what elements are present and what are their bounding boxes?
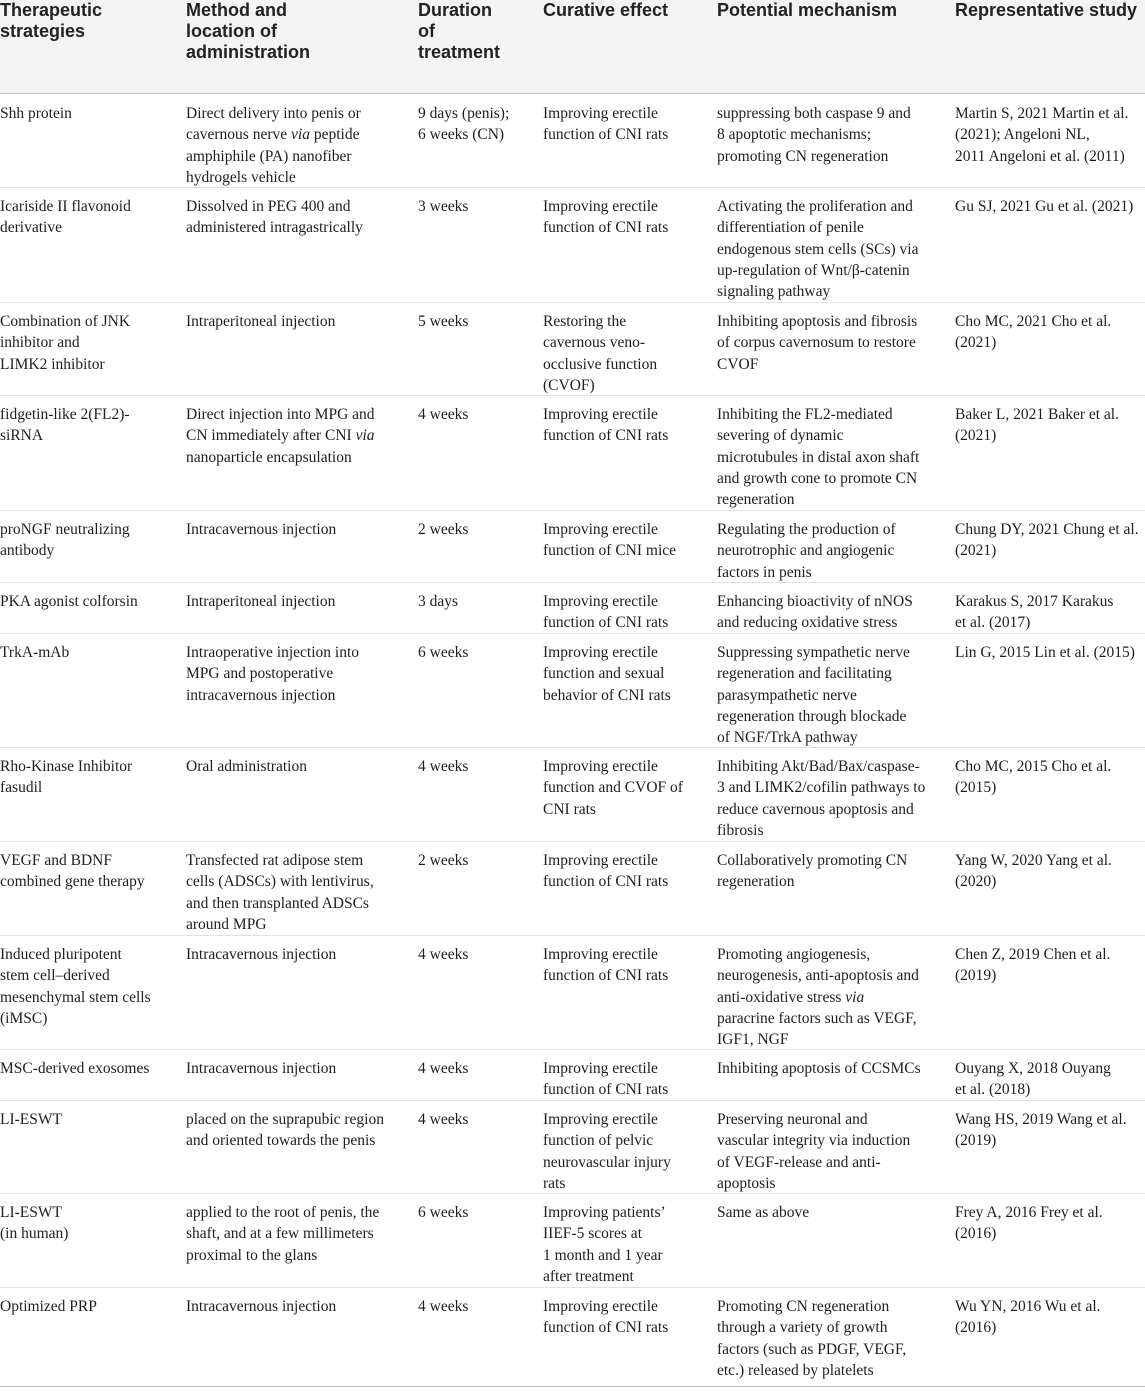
cell-strategy: LI-ESWT (in human) [0,1204,69,1243]
cell-mechanism: suppressing both caspase 9 and 8 apoptotic mechanisms; promoting CN regeneration [717,105,911,165]
cell-mechanism: Activating the proliferation and differentiation of penile endogenous stem cells (SCs) via up-regulation of Wnt/β-catenin signaling pathway [717,198,919,301]
cell-strategy: Induced pluripotent stem cell–derived mesenchymal stem cells (iMSC) [0,946,151,1027]
cell-duration: 4 weeks [418,406,469,423]
cell-method: Direct delivery into penis or cavernous nerve via peptide amphiphile (PA) nanofiber hydrogels vehicle [186,105,361,186]
cell-strategy: TrkA-mAb [0,644,70,661]
header-strategy: Therapeutic strategies [0,0,103,41]
header-duration: Duration of treatment [418,0,501,62]
cell-mechanism: Preserving neuronal and vascular integrity via induction of VEGF-release and anti- apoptosis [717,1111,911,1192]
cell-mechanism: Suppressing sympathetic nerve regeneration and facilitating parasympathetic nerve regeneration through blockade of NGF/TrkA pathway [717,644,910,747]
cell-effect: Improving erectile function of CNI mice [543,521,677,560]
cell-study: Cho MC, 2021 Cho et al. (2021) [955,313,1112,352]
cell-effect: Improving erectile function of CNI rats [543,1298,669,1337]
cell-study: Wang HS, 2019 Wang et al. (2019) [955,1111,1127,1150]
cell-method: applied to the root of penis, the shaft, and at a few millimeters proximal to the glans [186,1204,380,1264]
header-method: Method and location of administration [186,0,311,62]
cell-strategy: Optimized PRP [0,1298,97,1315]
header-study: Representative study [955,0,1138,20]
cell-effect: Improving patients’ IIEF-5 scores at 1 month and 1 year after treatment [543,1204,666,1285]
cell-study: Karakus S, 2017 Karakus et al. (2017) [955,593,1114,632]
cell-strategy: fidgetin-like 2(FL2)- siRNA [0,406,130,445]
cell-duration: 6 weeks [418,644,469,661]
cell-duration: 5 weeks [418,313,469,330]
cell-method: Intracavernous injection [186,946,337,963]
cell-effect: Improving erectile function of CNI rats [543,1060,669,1099]
cell-strategy: Icariside II flavonoid derivative [0,198,131,237]
cell-effect: Improving erectile function of CNI rats [543,593,669,632]
row-separator [0,841,1145,842]
cell-method: Direct injection into MPG and CN immediately after CNI via nanoparticle encapsulation [186,406,375,466]
cell-duration: 4 weeks [418,1298,469,1315]
cell-study: Frey A, 2016 Frey et al. (2016) [955,1204,1103,1243]
cell-method: Dissolved in PEG 400 and administered intragastrically [186,198,363,237]
row-separator [0,747,1145,748]
cell-method: Intraoperative injection into MPG and postoperative intracavernous injection [186,644,360,704]
row-separator [0,302,1145,303]
cell-duration: 4 weeks [418,758,469,775]
row-separator [0,510,1145,511]
cell-study: Ouyang X, 2018 Ouyang et al. (2018) [955,1060,1111,1099]
row-separator [0,935,1145,936]
cell-method: placed on the suprapubic region and oriented towards the penis [186,1111,384,1150]
cell-duration: 3 weeks [418,198,469,215]
cell-duration: 4 weeks [418,1060,469,1077]
cell-method: Intraperitoneal injection [186,593,336,610]
cell-method: Intraperitoneal injection [186,313,336,330]
cell-study: Martin S, 2021 Martin et al. (2021); Angeloni NL, 2011 Angeloni et al. (2011) [955,105,1129,165]
cell-duration: 4 weeks [418,1111,469,1128]
cell-effect: Improving erectile function of CNI rats [543,852,669,891]
cell-strategy: PKA agonist colforsin [0,593,138,610]
cell-effect: Improving erectile function of CNI rats [543,105,669,144]
row-separator [0,187,1145,188]
cell-duration: 4 weeks [418,946,469,963]
table-bottom-rule [0,1386,1145,1387]
row-separator [0,395,1145,396]
cell-effect: Improving erectile function and CVOF of CNI rats [543,758,683,818]
cell-strategy: Rho-Kinase Inhibitor fasudil [0,758,133,797]
cell-mechanism: Collaboratively promoting CN regeneration [717,852,908,891]
cell-study: Wu YN, 2016 Wu et al. (2016) [955,1298,1101,1337]
cell-mechanism: Inhibiting apoptosis and fibrosis of corpus cavernosum to restore CVOF [717,313,918,373]
header-effect: Curative effect [543,0,669,20]
cell-strategy: Combination of JNK inhibitor and LIMK2 inhibitor [0,313,131,373]
cell-method: Transfected rat adipose stem cells (ADSCs) with lentivirus, and then transplanted ADSCs around MPG [186,852,374,933]
cell-mechanism: Same as above [717,1204,810,1221]
cell-study: Yang W, 2020 Yang et al. (2020) [955,852,1112,891]
cell-study: Chung DY, 2021 Chung et al. (2021) [955,521,1139,560]
table-header [0,0,1145,94]
cell-study: Lin G, 2015 Lin et al. (2015) [955,644,1135,661]
cell-method: Oral administration [186,758,307,775]
cell-effect: Improving erectile function and sexual behavior of CNI rats [543,644,671,704]
cell-effect: Improving erectile function of pelvic neurovascular injury rats [543,1111,671,1192]
cell-mechanism: Regulating the production of neurotrophic and angiogenic factors in penis [717,521,896,581]
row-separator [0,1049,1145,1050]
cell-study: Gu SJ, 2021 Gu et al. (2021) [955,198,1134,215]
row-separator [0,1100,1145,1101]
row-separator [0,633,1145,634]
header-mechanism: Potential mechanism [717,0,898,20]
cell-study: Baker L, 2021 Baker et al. (2021) [955,406,1119,445]
cell-effect: Restoring the cavernous veno- occlusive function (CVOF) [543,313,658,394]
cell-duration: 9 days (penis); 6 weeks (CN) [418,105,510,144]
cell-mechanism: Promoting CN regeneration through a variety of growth factors (such as PDGF, VEGF, etc.) released by platelets [717,1298,907,1379]
cell-strategy: MSC-derived exosomes [0,1060,150,1077]
cell-duration: 2 weeks [418,852,469,869]
cell-mechanism: Inhibiting the FL2-mediated severing of dynamic microtubules in distal axon shaft and growth cone to promote CN regeneration [717,406,920,509]
cell-duration: 6 weeks [418,1204,469,1221]
cell-mechanism: Enhancing bioactivity of nNOS and reducing oxidative stress [717,593,913,632]
cell-method: Intracavernous injection [186,1060,337,1077]
cell-strategy: VEGF and BDNF combined gene therapy [0,852,145,891]
cell-strategy: LI-ESWT [0,1111,62,1128]
cell-study: Cho MC, 2015 Cho et al. (2015) [955,758,1112,797]
row-separator [0,1287,1145,1288]
cell-mechanism: Inhibiting Akt/Bad/Bax/caspase- 3 and LIMK2/cofilin pathways to reduce cavernous apoptosis and fibrosis [717,758,926,839]
cell-effect: Improving erectile function of CNI rats [543,946,669,985]
cell-strategy: Shh protein [0,105,72,122]
cell-duration: 2 weeks [418,521,469,538]
cell-strategy: proNGF neutralizing antibody [0,521,130,560]
cell-mechanism: Promoting angiogenesis, neurogenesis, anti-apoptosis and anti-oxidative stress via paracrine factors such as VEGF, IGF1, NGF [717,946,919,1049]
cell-effect: Improving erectile function of CNI rats [543,406,669,445]
cell-duration: 3 days [418,593,459,610]
cell-method: Intracavernous injection [186,521,337,538]
row-separator [0,1193,1145,1194]
cell-mechanism: Inhibiting apoptosis of CCSMCs [717,1060,921,1077]
cell-effect: Improving erectile function of CNI rats [543,198,669,237]
cell-method: Intracavernous injection [186,1298,337,1315]
cell-study: Chen Z, 2019 Chen et al. (2019) [955,946,1111,985]
row-separator [0,582,1145,583]
